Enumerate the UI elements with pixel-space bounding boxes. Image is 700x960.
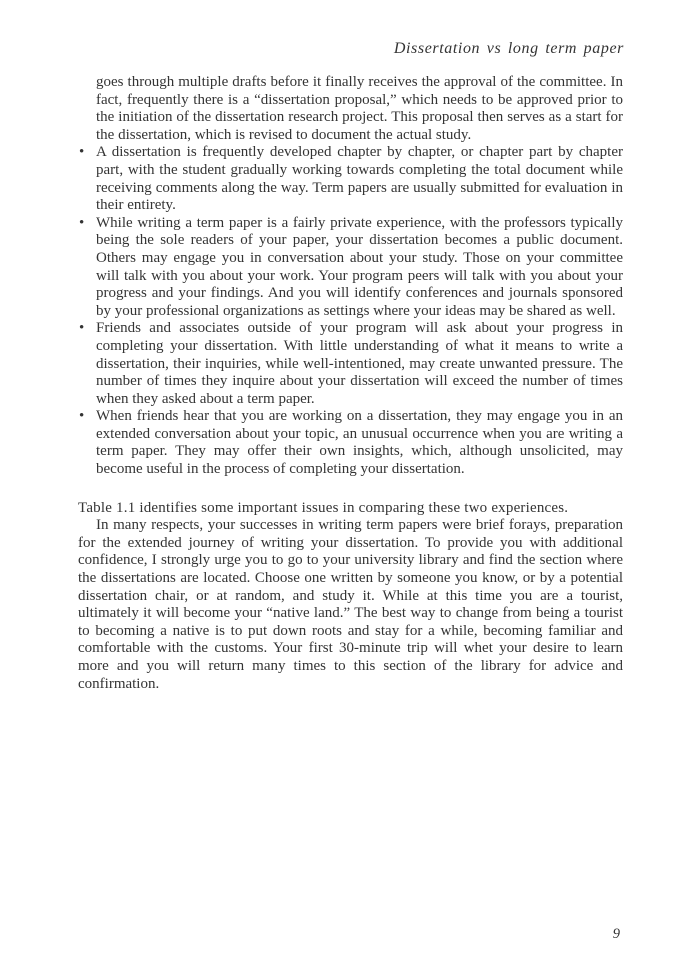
paragraph-closing: In many respects, your successes in writing term papers were brief forays, preparation for the extended journey of writing your dissertation. To provide you with additional confidence, I strongly urge you to go to your university library and find the section where the dissertations are located. Choose one written by someone you know, or by a potential dissertation chair, or at random, and study it. While at this time you are a tourist, ultimately it will become your “native land.” The best way to change from being a tourist to becoming a native is to put down roots and stay for a while, becoming familiar and comfortable with the customs. Your first 30-minute trip will whet your desire to learn more and you will return many times to this section of the library for advice and confirmation. (78, 517, 623, 692)
page-body (78, 74, 623, 693)
bullet-text: When friends hear that you are working on a dissertation, they may engage you in an extended conversation about your topic, an unusual occurrence when you are writing a term paper. They may offer their own insights, which, although unsolicited, may become useful in the process of completing your dissertation. (96, 408, 623, 478)
bullet-text: A dissertation is frequently developed chapter by chapter, or chapter part by chapter part, with the student gradually working towards completing the total document while receiving comments along the way. Term papers are usually submitted for evaluation in their entirety. (96, 144, 623, 214)
running-head (78, 40, 624, 58)
bullet-icon: • (79, 144, 85, 161)
bullet-icon: • (79, 408, 85, 425)
page-number: 9 (612, 926, 620, 942)
paragraph-table-reference: Table 1.1 identifies some important issues in comparing these two experiences. (78, 499, 569, 516)
bullet-text: Friends and associates outside of your program will ask about your progress in completing your dissertation. With little understanding of what it means to write a dissertation, their inquiries, while well-intentioned, may create unwanted pressure. The number of times they inquire about your dissertation will exceed the number of times when they asked about a term paper. (96, 320, 623, 407)
bullet-item (78, 215, 623, 321)
paragraph-continuation: goes through multiple drafts before it finally receives the approval of the committee. In fact, frequently there is a “dissertation proposal,” which needs to be approved prior to the initiation of the dissertation research project. This proposal then serves as a start for the dissertation, which is revised to document the actual study. (96, 74, 623, 143)
bullet-icon: • (79, 320, 85, 337)
bullet-list (78, 144, 623, 478)
bullet-icon: • (79, 214, 85, 231)
bullet-item (78, 408, 623, 478)
running-head-title: Dissertation vs long term paper (393, 40, 624, 57)
bullet-item (78, 144, 623, 214)
bullet-item (78, 320, 623, 408)
bullet-text: While writing a term paper is a fairly private experience, with the professors typically being the sole readers of your paper, your dissertation becomes a public document. Others may engage you in conversation about your study. Those on your committee will talk with you about your work. Your program peers will talk with you about your progress and your findings. And you will identify conferences and journals sponsored by your professional organizations as settings where your ideas may be shared as well. (96, 214, 623, 319)
